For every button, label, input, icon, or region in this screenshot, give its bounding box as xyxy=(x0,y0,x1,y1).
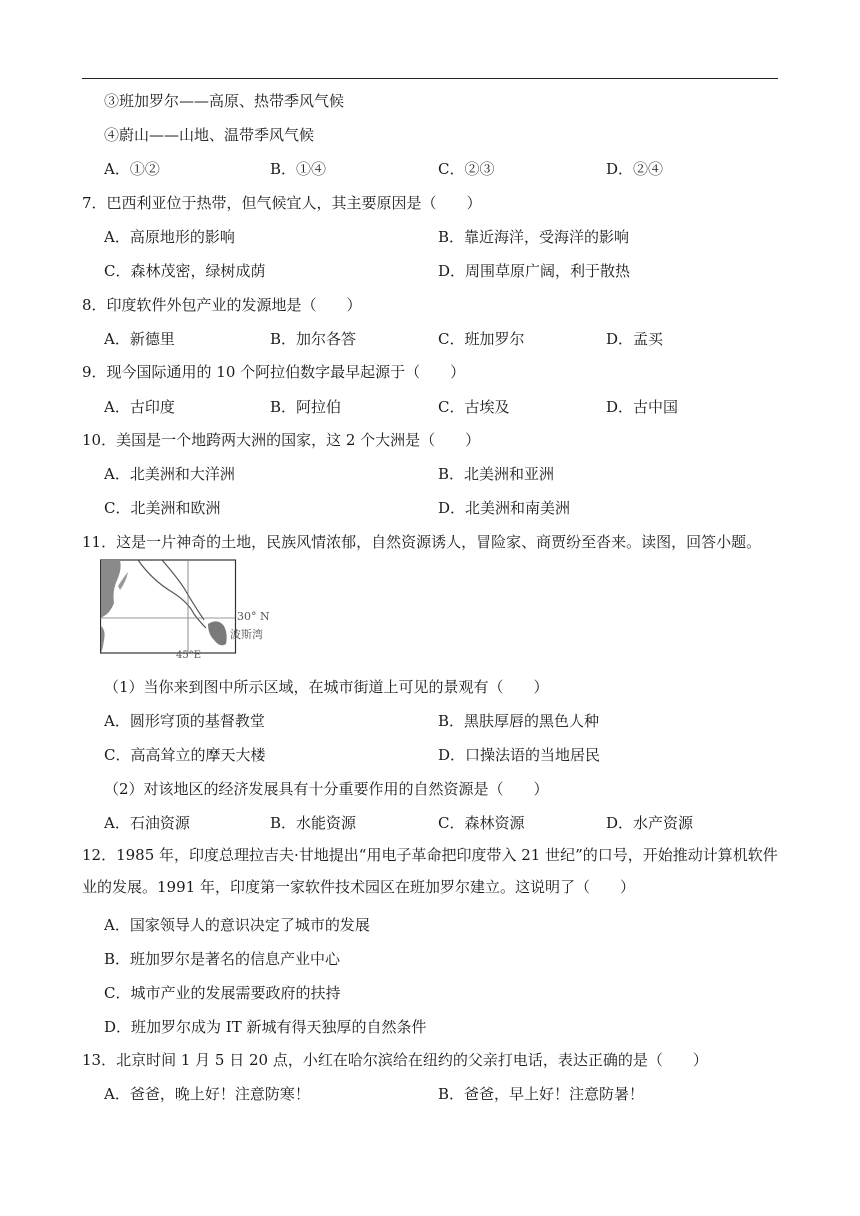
q7-option-b: B．靠近海洋，受海洋的影响 xyxy=(438,228,630,246)
q6-option-c: C．②③ xyxy=(438,160,495,178)
q11-sub1-stem: （1）当你来到图中所示区域，在城市街道上可见的景观有（ ） xyxy=(104,678,549,696)
q10-option-b: B．北美洲和亚洲 xyxy=(438,465,555,483)
q11-sub2-stem: （2）对该地区的经济发展具有十分重要作用的自然资源是（ ） xyxy=(104,780,549,798)
q8-option-b: B．加尔各答 xyxy=(270,330,357,348)
q6-option-d: D．②④ xyxy=(606,160,664,178)
q12-option-d: D．班加罗尔成为 IT 新城有得天独厚的自然条件 xyxy=(104,1018,427,1036)
q13-option-a: A．爸爸，晚上好！注意防寒！ xyxy=(104,1085,310,1103)
q9-stem: 9．现今国际通用的 10 个阿拉伯数字最早起源于（ ） xyxy=(82,363,466,381)
q10-option-c: C．北美洲和欧洲 xyxy=(104,499,221,517)
q6-item-4: ④蔚山——山地、温带季风气候 xyxy=(104,126,315,144)
q11-sub2-option-d: D．水产资源 xyxy=(606,814,694,832)
q7-option-c: C．森林茂密，绿树成荫 xyxy=(104,262,266,280)
q7-option-a: A．高原地形的影响 xyxy=(104,228,235,246)
q9-option-a: A．古印度 xyxy=(104,398,175,416)
q6-option-a: A．①② xyxy=(104,160,160,178)
q12-option-a: A．国家领导人的意识决定了城市的发展 xyxy=(104,916,370,934)
q8-option-c: C．班加罗尔 xyxy=(438,330,525,348)
q10-option-d: D．北美洲和南美洲 xyxy=(438,499,571,517)
persian-gulf-map xyxy=(100,558,270,658)
q11-sub1-option-a: A．圆形穹顶的基督教堂 xyxy=(104,712,265,730)
q7-stem: 7．巴西利亚位于热带，但气候宜人，其主要原因是（ ） xyxy=(82,194,482,212)
header-rule xyxy=(82,78,778,79)
q11-sub1-option-d: D．口操法语的当地居民 xyxy=(438,746,601,764)
q12-option-b: B．班加罗尔是著名的信息产业中心 xyxy=(104,950,341,968)
map-lon-label: 45°E xyxy=(176,650,202,658)
q10-stem: 10．美国是一个地跨两大洲的国家，这 2 个大洲是（ ） xyxy=(82,431,481,449)
q7-option-d: D．周围草原广阔，利于散热 xyxy=(438,262,631,280)
q12-option-c: C．城市产业的发展需要政府的扶持 xyxy=(104,984,341,1002)
q11-sub2-option-a: A．石油资源 xyxy=(104,814,190,832)
q11-sub1-option-b: B．黑肤厚唇的黑色人种 xyxy=(438,712,600,730)
q8-option-d: D．孟买 xyxy=(606,330,664,348)
q13-option-b: B．爸爸，早上好！注意防暑！ xyxy=(438,1085,645,1103)
q9-option-b: B．阿拉伯 xyxy=(270,398,342,416)
q8-option-a: A．新德里 xyxy=(104,330,175,348)
q6-item-3: ③班加罗尔——高原、热带季风气候 xyxy=(104,92,345,110)
q11-sub2-option-b: B．水能资源 xyxy=(270,814,357,832)
q13-stem: 13．北京时间 1 月 5 日 20 点，小红在哈尔滨给在纽约的父亲打电话，表达正确的是（ ） xyxy=(82,1051,708,1069)
q9-option-c: C．古埃及 xyxy=(438,398,510,416)
q12-stem: 12．1985 年，印度总理拉吉夫·甘地提出“用电子革命把印度带入 21 世纪”的口号，开始推动计算机软件业的发展。1991 年，印度第一家软件技术园区在班加罗尔建立。这说明了（ ） xyxy=(82,846,778,896)
q6-option-b: B．①④ xyxy=(270,160,327,178)
map-lat-label: 30° N xyxy=(237,610,270,623)
q9-option-d: D．古中国 xyxy=(606,398,679,416)
q11-sub1-option-c: C．高高耸立的摩天大楼 xyxy=(104,746,266,764)
q11-sub2-option-c: C．森林资源 xyxy=(438,814,525,832)
q11-stem: 11．这是一片神奇的土地，民族风情浓郁，自然资源诱人，冒险家、商贾纷至沓来。读图，回答小题。 xyxy=(82,533,762,551)
map-place-label: 波斯湾 xyxy=(230,628,263,641)
q8-stem: 8．印度软件外包产业的发源地是（ ） xyxy=(82,296,362,314)
q10-option-a: A．北美洲和大洋洲 xyxy=(104,465,235,483)
